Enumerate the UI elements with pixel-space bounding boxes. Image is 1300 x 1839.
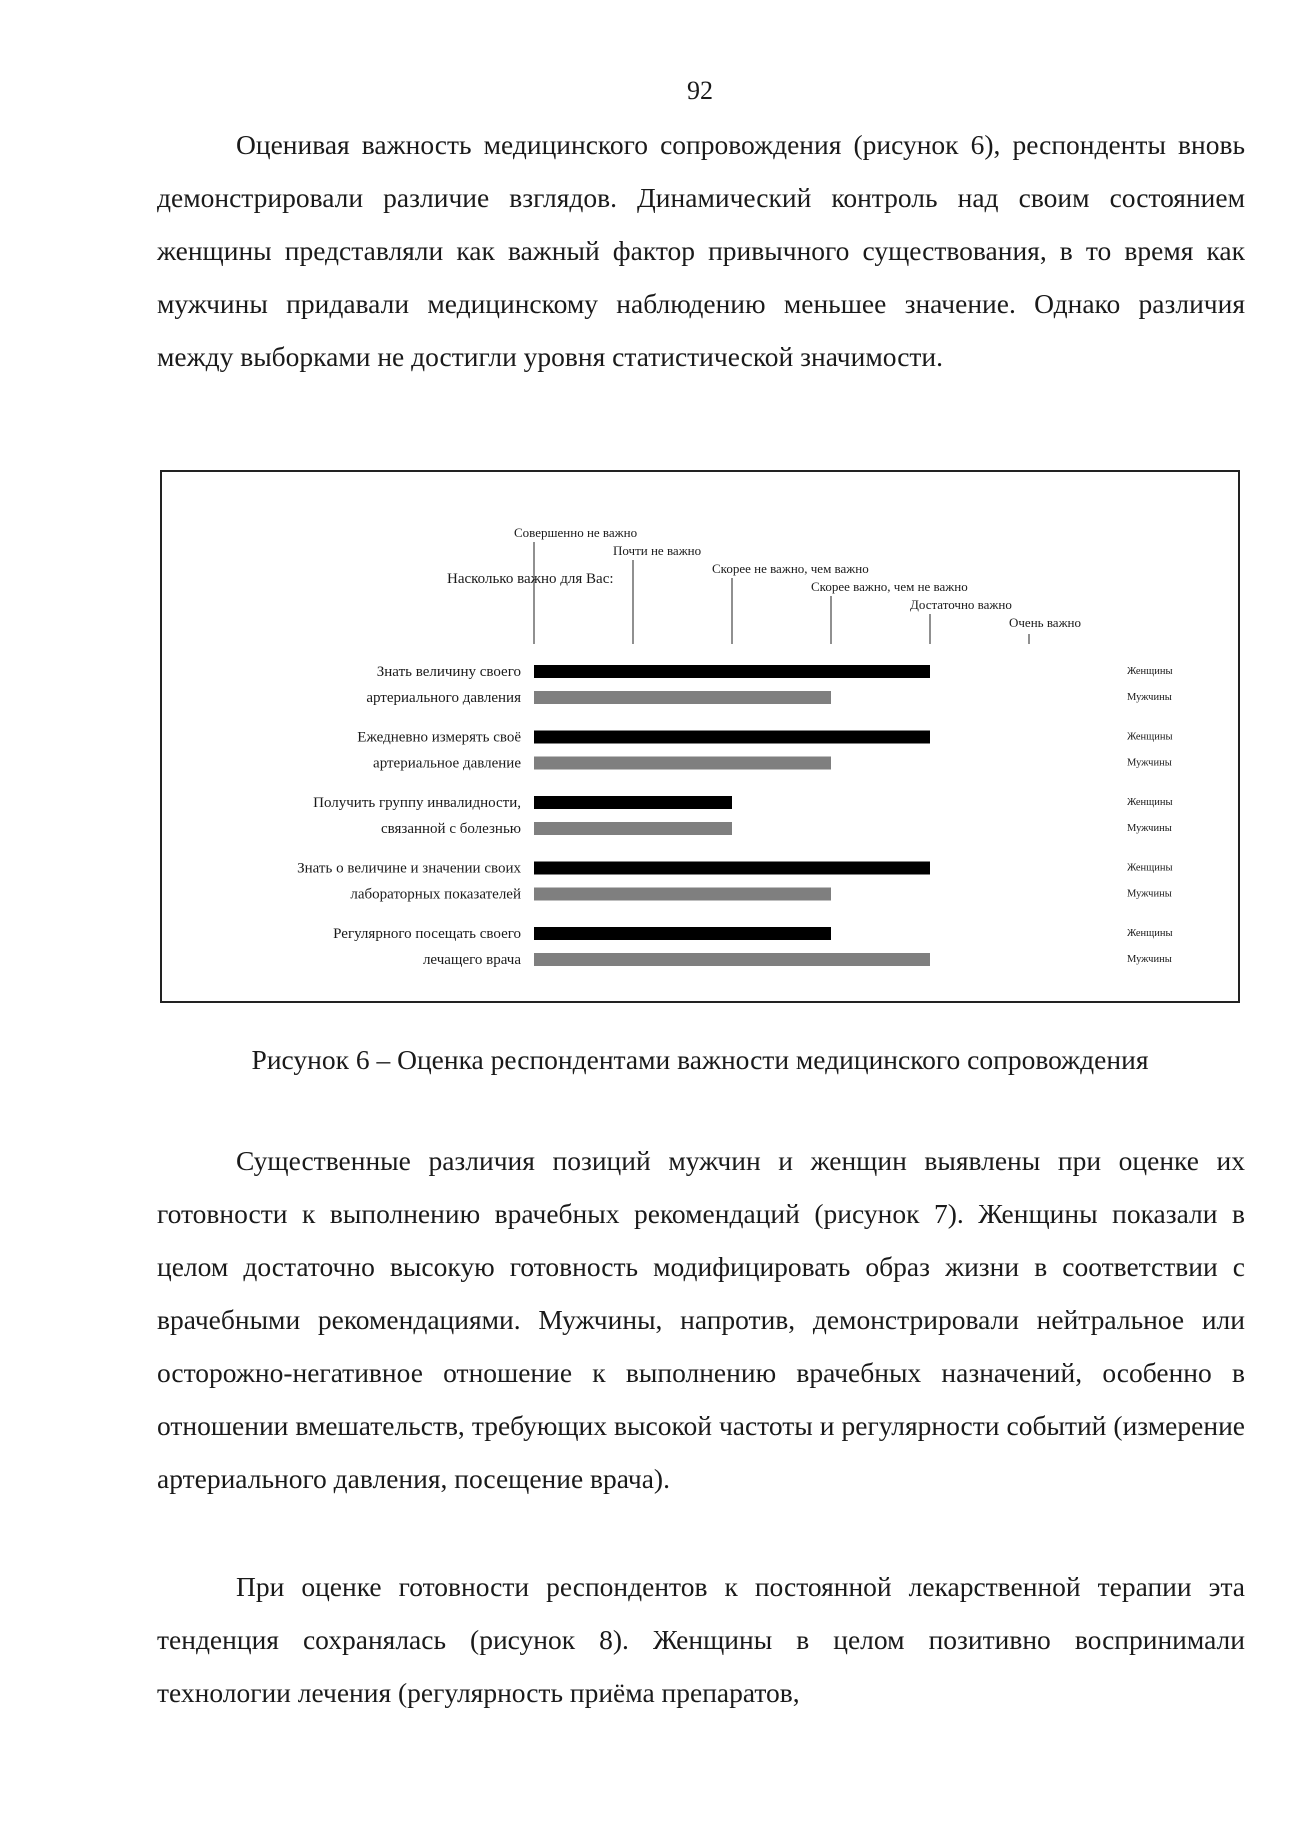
bar-men (534, 953, 930, 966)
bar-men (534, 888, 831, 901)
chart-title: Насколько важно для Вас: (447, 571, 614, 587)
series-label: Женщины (1127, 862, 1173, 874)
category-label: Получить группу инвалидности, (313, 795, 521, 811)
category-label: Ежедневно измерять своё (357, 729, 521, 746)
series-label: Женщины (1127, 666, 1173, 677)
category-label: связанной с болезнью (380, 821, 521, 837)
category-label: лабораторных показателей (350, 886, 521, 903)
series-label: Женщины (1127, 731, 1173, 743)
figure-caption: Рисунок 6 – Оценка респондентами важности медицинского сопровождения (251, 1044, 1149, 1075)
scale-label: Совершенно не важно (514, 525, 638, 540)
page-number: 92 (687, 76, 713, 105)
category-label: Знать величину своего (376, 664, 521, 680)
scale-label: Очень важно (1009, 615, 1082, 630)
series-label: Мужчины (1127, 692, 1172, 703)
category-label: артериального давления (366, 690, 521, 706)
bar-women (534, 731, 930, 744)
series-label: Мужчины (1127, 954, 1172, 965)
series-label: Мужчины (1127, 823, 1172, 834)
bar-men (534, 757, 831, 770)
category-label: артериальное давление (373, 755, 521, 772)
bar-women (534, 862, 930, 875)
series-label: Мужчины (1127, 888, 1172, 900)
bar-chart (162, 472, 1238, 1001)
paragraph-2: Существенные различия позиций мужчин и женщин выявлены при оценке их готовности к выполнению врачебных рекомендаций (рисунок 7). Женщины показали в целом достаточно высокую готовность модифицировать образ жизни в соответствии с врачебными рекомендациями. Мужчины, напротив, демонстрировали нейтральное или осторожно-негативное отношение к выполнению врачебных назначений, особенно в отношении вмешательств, требующих высокой частоты и регулярности событий (измерение артериального давления, посещение врача). (157, 1145, 1245, 1494)
category-label: Регулярного посещать своего (333, 926, 521, 942)
category-label: лечащего врача (422, 952, 521, 968)
bar-women (534, 927, 831, 940)
series-label: Женщины (1127, 928, 1173, 939)
paragraph-1: Оценивая важность медицинского сопровождения (рисунок 6), респонденты вновь демонстрировали различие взглядов. Динамический контроль над своим состоянием женщины представляли как важный фактор привычного существования, в то время как мужчины придавали медицинскому наблюдению меньшее значение. Однако различия между выборками не достигли уровня статистической значимости. (157, 129, 1245, 372)
bar-women (534, 665, 930, 678)
bar-men (534, 822, 732, 835)
scale-label: Достаточно важно (910, 597, 1012, 612)
bar-men (534, 691, 831, 704)
category-label: Знать о величине и значении своих (297, 860, 521, 877)
bar-women (534, 796, 732, 809)
series-label: Женщины (1127, 797, 1173, 808)
series-label: Мужчины (1127, 757, 1172, 769)
scale-label: Скорее не важно, чем важно (712, 561, 869, 576)
figure-chart (160, 470, 1240, 1003)
paragraph-3: При оценке готовности респондентов к постоянной лекарственной терапии эта тенденция сохранялась (рисунок 8). Женщины в целом позитивно воспринимали технологии лечения (регулярность приёма препаратов, (157, 1571, 1245, 1708)
scale-label: Почти не важно (613, 543, 702, 558)
scale-label: Скорее важно, чем не важно (811, 579, 968, 594)
